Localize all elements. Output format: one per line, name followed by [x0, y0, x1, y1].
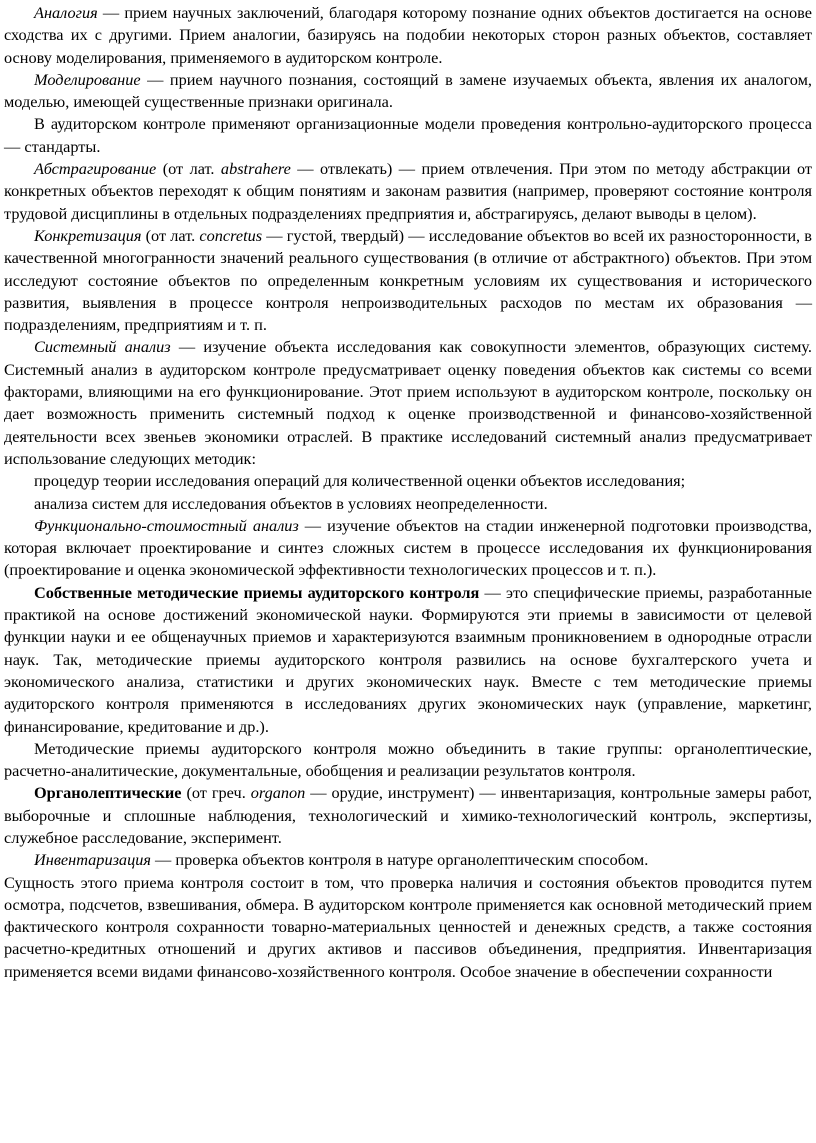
term-concretization: Конкретизация	[34, 225, 142, 245]
paragraph-text: — это специфические приемы, разработанные практикой на основе достижений экономической науки. Формируются эти приемы в зависимости от целевой функции науки и ее общенаучных приемов и характеризуются взаимным проникновением в однородные отрасли наук. Так, методические приемы аудиторского контроля развились на основе бухгалтерского учета и экономического анализа, статистики и других экономических наук. Вместе с тем методические приемы аудиторского контроля применяются в исследованиях других экономических наук (управление, маркетинг, финансирование, кредитование и др.).	[4, 582, 812, 736]
paragraph-abstraction	[4, 158, 812, 225]
paragraph-method-groups: Методические приемы аудиторского контроля можно объединить в такие группы: органолептические, расчетно-аналитические, документальные, обобщения и реализации результатов контроля.	[4, 738, 812, 781]
term-abstraction: Абстрагирование	[34, 159, 157, 179]
paragraph-text: (от греч.	[181, 783, 251, 803]
paragraph-text: — густой, твердый) — исследование объектов во всей их разносторонности, в качественной многогранности значений реального существования (в отличие от абстрактного) объектов. При этом исследуют состояние объектов по определенным конкретным условиям их существования и исторического развития, выявления в процессе контроля непроизводительных расходов по местам их образования — подразделениям, предприятиям и т. п.	[4, 225, 812, 335]
list-item: анализа систем для исследования объектов в условиях неопределенности.	[34, 493, 548, 513]
term-functional-cost-analysis: Функционально-стоимостный анализ	[34, 515, 299, 535]
paragraph-text: — прием научного познания, состоящий в замене изучаемых объекта, явления их аналогом, моделью, имеющей существенные признаки оригинала.	[4, 69, 812, 112]
paragraph-organoleptic	[4, 782, 812, 849]
term-organoleptic: Органолептические	[34, 783, 182, 803]
list-item: процедур теории исследования операций для количественной оценки объектов исследования;	[34, 471, 686, 491]
paragraph-inventory	[4, 849, 812, 871]
paragraph-text: (от лат.	[141, 225, 200, 245]
paragraph-text: — проверка объектов контроля в натуре органолептическим способом.	[150, 850, 649, 870]
paragraph-text: — отвлекать) — прием отвлечения. При этом по методу абстракции от конкретных объектов переходят к общим понятиям и законам развития (например, проверяют состояние контроля трудовой дисциплины в отдельных подразделениях предприятия и, абстрагируясь, делают выводы в целом).	[4, 159, 812, 223]
term-analogy: Аналогия	[34, 3, 98, 22]
paragraph-text: — прием научных заключений, благодаря которому познание одних объектов достигается на основе сходства их с другими. Прием аналогии, базируясь на подобии некоторых сторон разных объектов, составляет основу моделирования, применяемого в аудиторском контроле.	[4, 3, 812, 67]
term-inventory: Инвентаризация	[34, 850, 151, 870]
paragraph-own-methods	[4, 582, 812, 738]
term-system-analysis: Системный анализ	[34, 337, 171, 357]
greek-term: organon	[250, 783, 306, 803]
paragraph-standards: В аудиторском контроле применяют организационные модели проведения контрольно-аудиторского процесса — стандарты.	[4, 114, 812, 156]
latin-term: abstrahere	[220, 159, 291, 179]
paragraph-functional-cost-analysis	[4, 515, 812, 582]
term-own-methods: Собственные методические приемы аудиторского контроля	[34, 582, 480, 602]
paragraph-text: — изучение объекта исследования как совокупности элементов, образующих систему. Системный анализ в аудиторском контроле предусматривает оценку поведения объектов как системы со всеми факторами, влияющими на его функционирование. Этот прием используют в аудиторском контроле, поскольку он дает возможность применить системный подход к оценке производственной и финансово-хозяйственной деятельности всех звеньев экономики отраслей. В практике исследований системный анализ предусматривает использование следующих методик:	[4, 337, 812, 468]
term-modeling: Моделирование	[34, 69, 141, 89]
paragraph-text: — изучение объектов на стадии инженерной подготовки производства, которая включает проектирование и синтез сложных систем в процессе исследования их функционирования (проектирование и оценка экономической эффективности технологических процессов и т. п.).	[4, 515, 812, 580]
paragraph-modeling	[4, 69, 812, 114]
paragraph-text: — орудие, инструмент) — инвентаризация, контрольные замеры работ, выборочные и сплошные наблюдения, технологический и химико-технологический контроль, экспертизы, служебное расследование, эксперимент.	[4, 783, 812, 847]
paragraph-concretization	[4, 225, 812, 336]
paragraph-text: (от лат.	[156, 159, 221, 179]
paragraph-analogy	[4, 2, 812, 69]
paragraph-inventory-essence: Сущность этого приема контроля состоит в том, что проверка наличия и состояния объектов проводится путем осмотра, подсчетов, взвешивания, обмера. В аудиторском контроле применяется как основной методический прием фактического контроля сохранности товарно-материальных ценностей и денежных средств, а также состояния расчетно-кредитных отношений и других активов и пассивов объединения, предприятия. Инвентаризация применяется всеми видами финансово-хозяйственного контроля. Особое значение в обеспечении сохранности	[4, 872, 812, 981]
paragraph-system-analysis	[4, 336, 812, 470]
latin-term: concretus	[199, 225, 263, 245]
